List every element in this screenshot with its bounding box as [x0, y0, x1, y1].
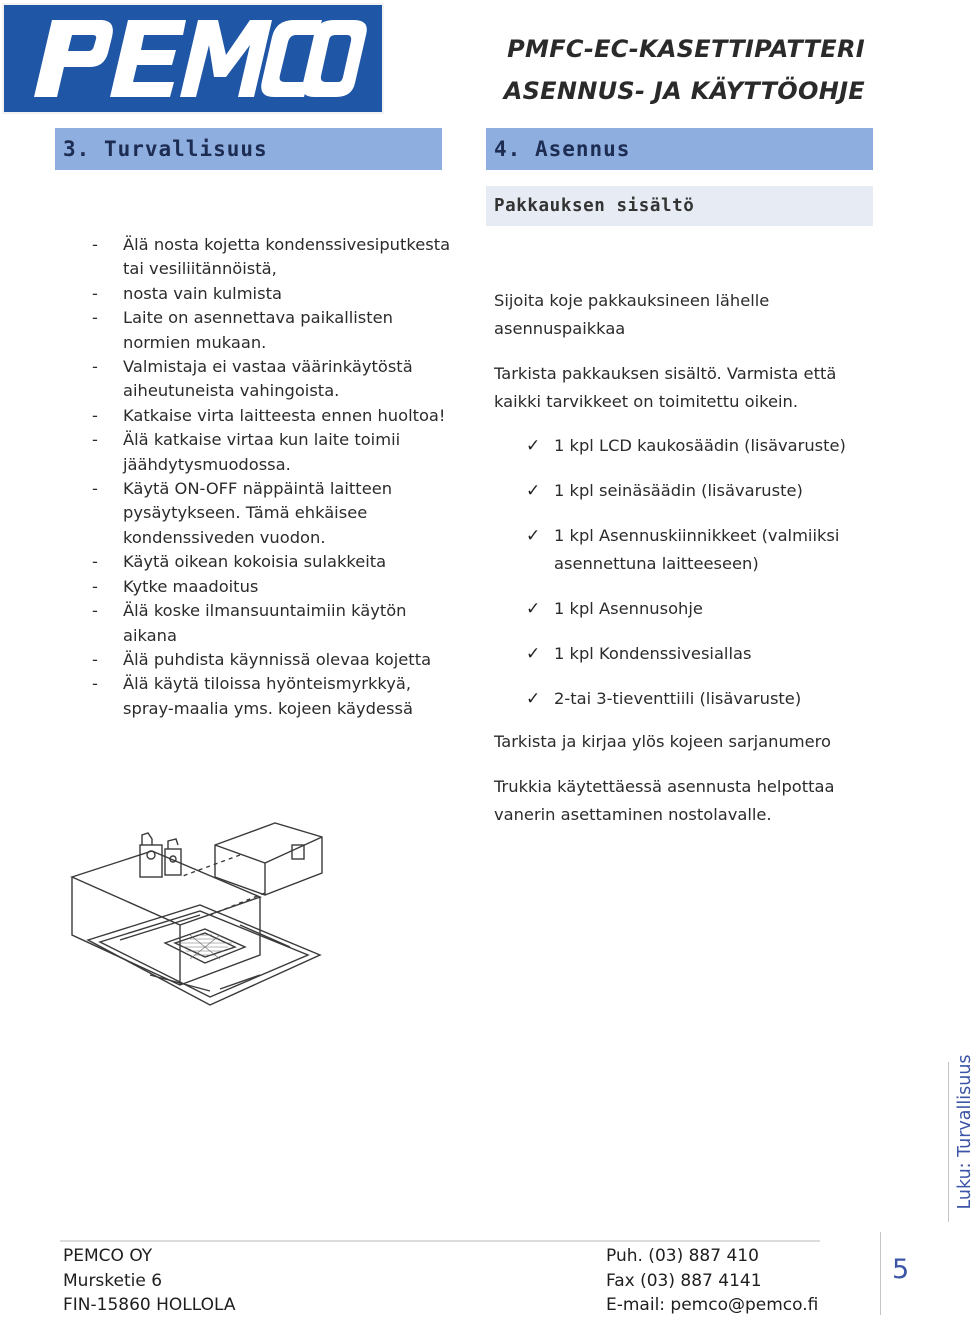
document-title	[504, 28, 865, 112]
list-item: - Älä käytä tiloissa hyönteismyrkkyä, spray-maalia yms. kojeen käydessä	[88, 672, 458, 721]
checklist-item	[494, 477, 874, 505]
paragraph-placement: Sijoita koje pakkauksineen lähelle asennuspaikkaa	[494, 291, 770, 338]
checklist-item	[494, 685, 874, 713]
list-item: - Katkaise virta laitteesta ennen huoltoa!	[88, 404, 458, 428]
checkmark-icon: ✓	[526, 689, 541, 709]
list-item: - Älä katkaise virtaa kun laite toimii jäähdytysmuodossa.	[88, 428, 458, 477]
list-item: - Käytä ON-OFF näppäintä laitteen pysäytykseen. Tämä ehkäisee kondenssiveden vuodon.	[88, 477, 458, 550]
fax-number: Fax (03) 887 4141	[606, 1270, 762, 1291]
checklist-item-label: 1 kpl Kondenssivesiallas	[554, 644, 752, 663]
phone-number: Puh. (03) 887 410	[606, 1246, 759, 1266]
list-item: - Valmistaja ei vastaa väärinkäytöstä aiheutuneista vahingoista.	[88, 355, 458, 404]
section-title: Turvallisuus	[103, 137, 268, 161]
list-item: - Älä puhdista käynnissä olevaa kojetta	[88, 648, 458, 672]
checklist-item-label: 1 kpl seinäsäädin (lisävaruste)	[554, 481, 803, 500]
checkmark-icon: ✓	[526, 526, 541, 546]
checkmark-icon: ✓	[526, 481, 541, 501]
document-title-line1: PMFC-EC-KASETTIPATTERI	[507, 35, 865, 63]
chapter-label: Luku: Turvallisuus	[955, 1054, 975, 1210]
list-item: - Laite on asennettava paikallisten normien mukaan.	[88, 306, 458, 355]
checklist-item-label: 1 kpl Asennusohje	[554, 599, 703, 618]
pemco-logo-graphic	[4, 5, 382, 112]
paragraph-forklift: Trukkia käytettäessä asennusta helpottaa vanerin asettaminen nostolavalle.	[494, 777, 835, 824]
pemco-logo	[2, 3, 384, 114]
checklist-item-label: 1 kpl Asennuskiinnikkeet (valmiiksi asennettuna laitteeseen)	[554, 526, 840, 573]
footer-contact	[606, 1244, 818, 1318]
page-number: 5	[892, 1254, 910, 1285]
page-number-divider	[880, 1232, 881, 1315]
paragraph-serial-number: Tarkista ja kirjaa ylös kojeen sarjanumero	[494, 732, 831, 751]
footer-divider	[60, 1240, 820, 1242]
paragraph-check-contents: Tarkista pakkauksen sisältö. Varmista että kaikki tarvikkeet on toimitettu oikein.	[494, 364, 837, 411]
document-title-line2: ASENNUS- JA KÄYTTÖOHJE	[503, 77, 865, 105]
subheader-package-contents: Pakkauksen sisältö	[486, 186, 873, 226]
checklist-item-label: 2-tai 3-tieventtiili (lisävaruste)	[554, 689, 802, 708]
cassette-unit-illustration	[60, 815, 380, 1025]
checklist-item	[494, 522, 874, 578]
list-item: - Älä nosta kojetta kondenssivesiputkesta tai vesiliitännöistä,	[88, 233, 458, 282]
checkmark-icon: ✓	[526, 644, 541, 664]
list-item: - Käytä oikean kokoisia sulakkeita	[88, 550, 458, 574]
section-header-safety	[55, 128, 442, 170]
package-checklist	[494, 432, 874, 730]
section-header-installation	[486, 128, 873, 170]
list-item: - Älä koske ilmansuuntaimiin käytön aikana	[88, 599, 458, 648]
section-number: 4.	[494, 137, 522, 161]
checklist-item	[494, 432, 874, 460]
section-number: 3.	[63, 137, 91, 161]
checklist-item	[494, 595, 874, 623]
footer-address	[63, 1244, 236, 1318]
checklist-item-label: 1 kpl LCD kaukosäädin (lisävaruste)	[554, 436, 846, 455]
list-item: - Kytke maadoitus	[88, 575, 458, 599]
safety-list	[88, 233, 458, 721]
checklist-item	[494, 640, 874, 668]
email-address: E-mail: pemco@pemco.fi	[606, 1295, 819, 1315]
list-item: - nosta vain kulmista	[88, 282, 458, 306]
street-address: Mursketie 6	[63, 1270, 163, 1291]
checkmark-icon: ✓	[526, 436, 541, 456]
checkmark-icon: ✓	[526, 599, 541, 619]
postal-city: FIN-15860 HOLLOLA	[63, 1295, 236, 1315]
chapter-divider	[948, 1062, 949, 1222]
company-name: PEMCO OY	[63, 1246, 153, 1266]
section-title: Asennus	[534, 137, 631, 161]
